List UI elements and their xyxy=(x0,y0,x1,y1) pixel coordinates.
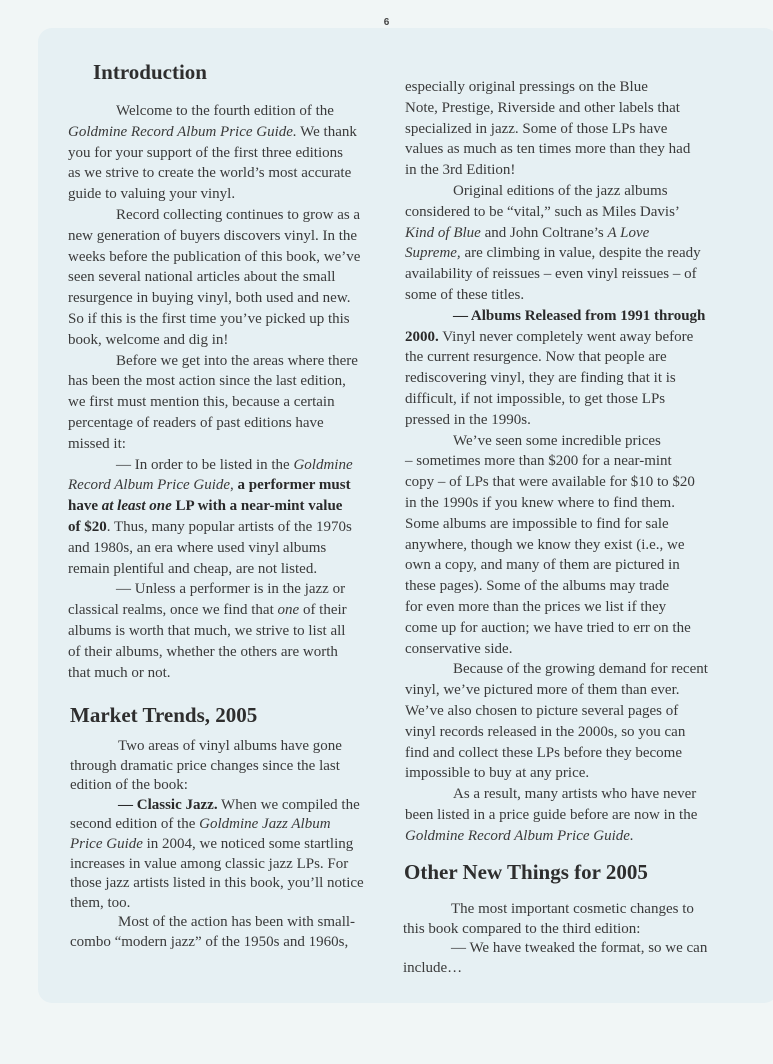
text-line xyxy=(405,119,708,140)
text-run: as we strive to create the world’s most accurate xyxy=(68,165,352,182)
text-run: conservative side. xyxy=(405,640,513,657)
text-line xyxy=(405,202,708,223)
text-line xyxy=(405,743,708,764)
text-line xyxy=(405,77,708,98)
text-run: come up for auction; we have tried to err on the xyxy=(405,619,691,636)
text-line xyxy=(405,431,708,452)
text-run: LP with a near-mint value xyxy=(171,498,343,515)
text-line xyxy=(68,600,360,621)
text-run: — In order to be listed in the xyxy=(116,456,294,473)
text-line xyxy=(405,805,708,826)
text-line xyxy=(68,475,360,496)
text-line xyxy=(68,143,360,164)
text-run: impossible to buy at any price. xyxy=(405,765,590,782)
text-run: — Classic Jazz. xyxy=(118,796,218,813)
text-line xyxy=(405,722,708,743)
text-run: – sometimes more than $200 for a near-mint xyxy=(405,453,672,470)
text-run: classical realms, once we find that xyxy=(68,602,278,619)
text-run: We thank xyxy=(296,123,357,140)
text-line xyxy=(405,535,708,556)
text-run: has been the most action since the last edition, xyxy=(68,373,346,390)
text-line xyxy=(405,410,708,431)
text-line xyxy=(405,472,708,493)
text-run: a performer must xyxy=(237,477,351,494)
text-line xyxy=(68,642,360,663)
text-run: copy – of LPs that were available for $10 to $20 xyxy=(405,474,695,491)
text-run: — Unless a performer is in the jazz or xyxy=(116,581,346,598)
text-line xyxy=(68,330,360,351)
text-run: When we compiled the xyxy=(217,796,360,813)
text-run: some of these titles. xyxy=(405,286,525,303)
text-run: Original editions of the jazz albums xyxy=(453,182,668,199)
text-line xyxy=(70,855,364,875)
text-line xyxy=(405,223,708,244)
text-line xyxy=(405,659,708,680)
text-run: of their albums, whether the others are worth xyxy=(68,643,338,660)
text-run: own a copy, and many of them are pictured in xyxy=(405,557,680,574)
text-line xyxy=(70,913,364,933)
other-new-things-text xyxy=(403,900,707,978)
text-line xyxy=(405,763,708,784)
text-run: Because of the growing demand for recent xyxy=(453,661,708,678)
text-run: in the 3rd Edition! xyxy=(405,162,516,179)
text-run: Goldmine Record Album Price Guide. xyxy=(68,123,297,140)
text-line xyxy=(68,101,360,122)
text-run: vinyl records released in the 2000s, so you can xyxy=(405,723,686,740)
text-run: — We have tweaked the format, so we can xyxy=(451,940,708,957)
text-line xyxy=(70,796,364,816)
heading-introduction: Introduction xyxy=(93,60,207,84)
text-line xyxy=(68,351,360,372)
text-run: are climbing in value, despite the ready xyxy=(460,245,701,262)
text-run: the current resurgence. Now that people are xyxy=(405,349,667,366)
text-line xyxy=(70,894,364,914)
text-run: rediscovering vinyl, they are finding that it is xyxy=(405,370,676,387)
text-run: Goldmine Jazz Album xyxy=(199,816,331,833)
text-run: this book compared to the third edition: xyxy=(403,920,641,937)
text-run: Record Album Price Guide xyxy=(68,477,231,494)
text-run: percentage of readers of past editions have xyxy=(68,414,324,431)
text-line xyxy=(405,306,708,327)
text-line xyxy=(403,900,707,920)
text-run: Welcome to the fourth edition of the xyxy=(116,103,334,119)
text-line xyxy=(405,493,708,514)
text-run: vinyl, we’ve pictured more of them than ever. xyxy=(405,682,680,699)
text-run: for even more than the prices we list if they xyxy=(405,598,667,615)
text-line xyxy=(405,181,708,202)
text-line xyxy=(70,874,364,894)
text-line xyxy=(68,517,360,538)
text-run: especially original pressings on the Blue xyxy=(405,79,648,95)
text-run: and John Coltrane’s xyxy=(480,224,608,241)
text-line xyxy=(68,267,360,288)
text-line xyxy=(405,618,708,639)
right-column-text xyxy=(405,77,708,846)
text-run: Note, Prestige, Riverside and other labels that xyxy=(405,99,680,116)
text-line xyxy=(405,576,708,597)
text-line xyxy=(70,933,364,953)
text-run: difficult, if not impossible, to get those LPs xyxy=(405,390,666,407)
market-trends-text xyxy=(70,737,364,953)
text-run: Most of the action has been with small- xyxy=(118,914,356,931)
heading-market-trends: Market Trends, 2005 xyxy=(70,703,258,727)
text-run: resurgence in buying vinyl, both used and new. xyxy=(68,290,351,307)
text-line xyxy=(68,184,360,205)
text-run: Record collecting continues to grow as a xyxy=(116,206,361,223)
text-run: Goldmine Record Album Price Guide. xyxy=(405,827,634,844)
text-run: albums is worth that much, we strive to list all xyxy=(68,622,346,639)
text-line xyxy=(405,285,708,306)
text-run: new generation of buyers discovers vinyl. In the xyxy=(68,227,358,244)
text-run: of their xyxy=(299,602,347,619)
text-line xyxy=(68,205,360,226)
text-run: We’ve seen some incredible prices xyxy=(453,432,661,449)
text-line xyxy=(405,139,708,160)
text-line xyxy=(68,455,360,476)
text-run: , xyxy=(230,477,238,494)
text-line xyxy=(405,784,708,805)
text-line xyxy=(68,434,360,455)
text-run: A Love xyxy=(607,224,650,241)
text-run: in 2004, we noticed some startling xyxy=(142,835,354,852)
text-line xyxy=(68,538,360,559)
text-line xyxy=(70,757,364,777)
text-run: Goldmine xyxy=(293,456,353,473)
text-run: them, too. xyxy=(70,894,131,911)
text-line xyxy=(70,815,364,835)
text-line xyxy=(405,98,708,119)
text-run: specialized in jazz. Some of those LPs have xyxy=(405,120,668,137)
text-line xyxy=(405,243,708,264)
text-run: you for your support of the first three editions xyxy=(68,144,343,161)
text-run: find and collect these LPs before they become xyxy=(405,744,682,761)
text-run: We’ve also chosen to picture several pages of xyxy=(405,702,679,719)
text-run: Before we get into the areas where there xyxy=(116,352,358,369)
text-line xyxy=(405,389,708,410)
text-run: increases in value among classic jazz LPs. For xyxy=(70,855,349,872)
text-line xyxy=(405,555,708,576)
text-line xyxy=(68,309,360,330)
text-run: and 1980s, an era where used vinyl albums xyxy=(68,539,327,556)
text-run: have xyxy=(68,498,102,515)
text-line xyxy=(405,826,708,847)
text-run: those jazz artists listed in this book, you’ll notice xyxy=(70,875,364,892)
text-line xyxy=(405,680,708,701)
text-run: combo “modern jazz” of the 1950s and 1960s, xyxy=(70,933,349,950)
text-line xyxy=(68,663,360,684)
text-line xyxy=(68,288,360,309)
text-line xyxy=(68,413,360,434)
text-line xyxy=(68,163,360,184)
text-run: 2000. xyxy=(405,328,439,345)
text-run: of $20 xyxy=(68,518,107,535)
text-line xyxy=(403,920,707,940)
text-run: one xyxy=(277,602,300,619)
text-run: pressed in the 1990s. xyxy=(405,411,531,428)
text-run: book, welcome and dig in! xyxy=(68,331,229,348)
text-run: The most important cosmetic changes to xyxy=(451,901,694,917)
text-line xyxy=(403,959,707,979)
text-line xyxy=(68,621,360,642)
text-run: in the 1990s if you knew where to find them. xyxy=(405,494,675,511)
text-run: . Thus, many popular artists of the 1970s xyxy=(106,518,352,535)
text-run: at least one xyxy=(101,498,172,515)
text-run: remain plentiful and cheap, are not listed. xyxy=(68,560,318,577)
text-line xyxy=(405,701,708,722)
text-line xyxy=(68,496,360,517)
text-line xyxy=(70,835,364,855)
text-run: second edition of the xyxy=(70,816,200,833)
text-run: values as much as ten times more than they had xyxy=(405,141,691,158)
text-line xyxy=(68,392,360,413)
heading-other-new-things: Other New Things for 2005 xyxy=(404,860,648,884)
text-line xyxy=(68,559,360,580)
text-run: Some albums are impossible to find for sale xyxy=(405,515,669,532)
text-run: Price Guide xyxy=(70,835,143,852)
text-run: guide to valuing your vinyl. xyxy=(68,186,236,203)
text-line xyxy=(405,597,708,618)
text-line xyxy=(405,264,708,285)
text-run: anywhere, though we know they exist (i.e., we xyxy=(405,536,685,553)
text-line xyxy=(68,226,360,247)
introduction-text xyxy=(68,101,360,683)
text-run: Two areas of vinyl albums have gone xyxy=(118,738,342,754)
text-line xyxy=(405,327,708,348)
text-line xyxy=(68,579,360,600)
text-line xyxy=(70,776,364,796)
text-run: through dramatic price changes since the last xyxy=(70,757,340,774)
text-line xyxy=(68,122,360,143)
text-line xyxy=(68,371,360,392)
text-run: Kind of Blue xyxy=(405,224,481,241)
text-run: that much or not. xyxy=(68,664,171,681)
text-line xyxy=(405,639,708,660)
text-run: edition of the book: xyxy=(70,777,188,794)
text-line xyxy=(68,247,360,268)
text-run: these pages). Some of the albums may trade xyxy=(405,578,670,595)
text-run: been listed in a price guide before are now in the xyxy=(405,806,698,823)
text-run: missed it: xyxy=(68,435,126,452)
page-number: 6 xyxy=(383,17,390,28)
text-run: weeks before the publication of this book, we’ve xyxy=(68,248,361,265)
text-line xyxy=(405,368,708,389)
text-run: availability of reissues – even vinyl reissues – of xyxy=(405,266,697,283)
text-run: — Albums Released from 1991 through xyxy=(453,307,706,324)
text-run: As a result, many artists who have never xyxy=(453,786,697,803)
text-line xyxy=(405,160,708,181)
text-line xyxy=(405,514,708,535)
text-line xyxy=(403,939,707,959)
text-run: Supreme, xyxy=(405,245,461,262)
text-run: we first must mention this, because a certain xyxy=(68,394,335,411)
text-run: So if this is the first time you’ve picked up this xyxy=(68,310,350,327)
text-run: Vinyl never completely went away before xyxy=(438,328,694,345)
text-line xyxy=(405,451,708,472)
text-run: considered to be “vital,” such as Miles Davis’ xyxy=(405,203,680,220)
text-run: seen several national articles about the small xyxy=(68,269,336,286)
text-run: include… xyxy=(403,959,463,976)
text-line xyxy=(70,737,364,757)
text-line xyxy=(405,347,708,368)
